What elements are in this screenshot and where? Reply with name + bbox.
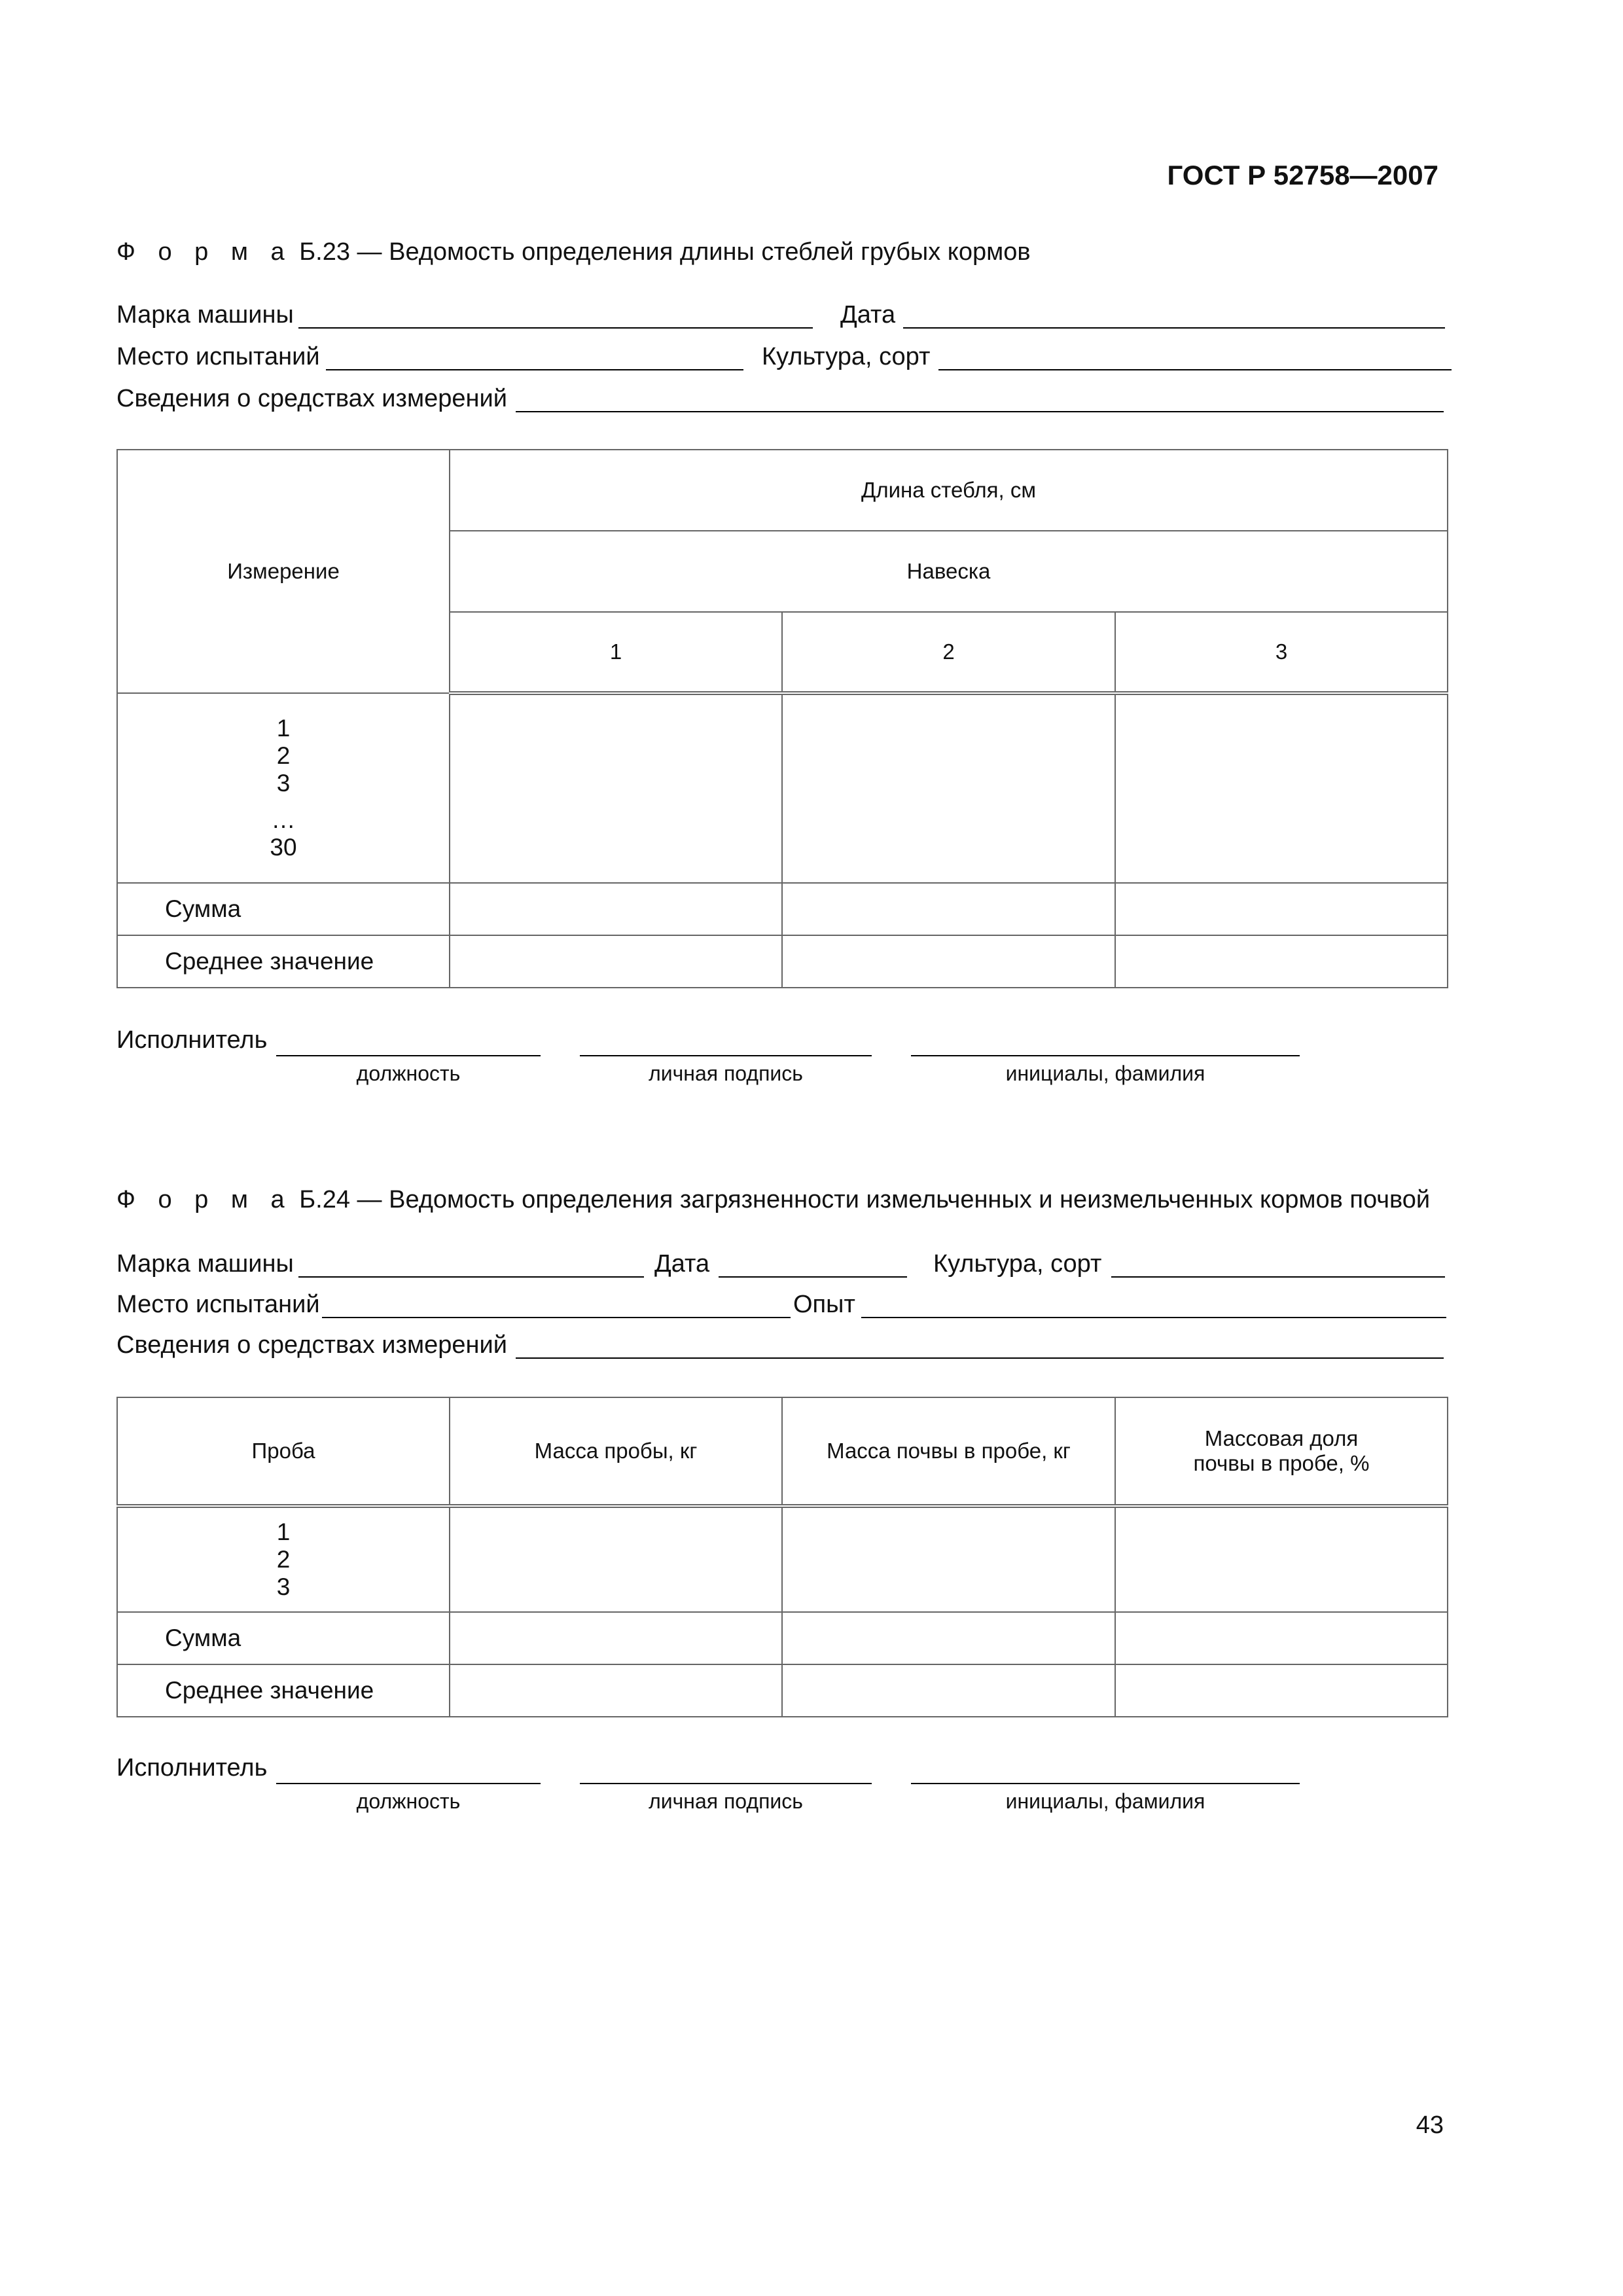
row-mean-label: Среднее значение xyxy=(117,935,450,988)
instruments-label: Сведения о средствах измерений xyxy=(116,1331,507,1359)
sample-number-1: 1 xyxy=(450,612,782,693)
value-cell[interactable] xyxy=(1115,693,1448,883)
value-cell[interactable] xyxy=(450,1506,782,1612)
form-24-title-text: Б.24 — Ведомость определения загрязненности измельченных и неизмельченных кормов почвой xyxy=(299,1186,1431,1213)
sum-cell[interactable] xyxy=(450,883,782,935)
mean-cell[interactable] xyxy=(450,1664,782,1717)
instruments-label: Сведения о средствах измерений xyxy=(116,385,507,412)
date-field[interactable] xyxy=(719,1250,907,1278)
machine-label: Марка машины xyxy=(116,301,294,329)
crop-label: Культура, сорт xyxy=(762,343,931,370)
col-measure-header: Измерение xyxy=(117,450,450,693)
name-caption: инициалы, фамилия xyxy=(1005,1062,1205,1085)
crop-label: Культура, сорт xyxy=(933,1250,1102,1278)
form-24-title xyxy=(116,1186,1430,1214)
value-cell[interactable] xyxy=(450,693,782,883)
col-sample-header: Навеска xyxy=(450,531,1448,612)
document-code: ГОСТ Р 52758—2007 xyxy=(1167,160,1438,190)
date-label: Дата xyxy=(654,1250,710,1278)
sample-number: 3 xyxy=(276,1573,291,1600)
mean-cell[interactable] xyxy=(1115,935,1448,988)
name-signature-line[interactable] xyxy=(911,1029,1300,1056)
form-23-word: Ф о р м а xyxy=(116,238,293,266)
measure-number: 2 xyxy=(276,742,291,769)
measure-number: 1 xyxy=(276,715,291,742)
position-caption: должность xyxy=(356,1789,461,1813)
personal-signature-line[interactable] xyxy=(580,1029,872,1056)
position-signature-line[interactable] xyxy=(276,1029,541,1056)
sample-number: 1 xyxy=(276,1518,291,1545)
machine-field[interactable] xyxy=(298,1250,644,1278)
name-caption: инициалы, фамилия xyxy=(1005,1789,1205,1813)
col-soil-mass-header: Масса почвы в пробе, кг xyxy=(782,1397,1115,1506)
instruments-field[interactable] xyxy=(516,385,1444,412)
form-24-word: Ф о р м а xyxy=(116,1186,293,1213)
form-23-row-place-crop xyxy=(116,343,1452,376)
mean-cell[interactable] xyxy=(450,935,782,988)
soil-share-header-line: Массовая доля xyxy=(1204,1426,1359,1450)
sum-cell[interactable] xyxy=(782,883,1115,935)
sample-number-2: 2 xyxy=(782,612,1115,693)
measure-numbers-cell xyxy=(117,693,450,883)
measure-number: 3 xyxy=(276,770,291,797)
col-length-header: Длина стебля, см xyxy=(450,450,1448,531)
experiment-label: Опыт xyxy=(793,1291,855,1318)
col-mass-header: Масса пробы, кг xyxy=(450,1397,782,1506)
form-23-row-instruments xyxy=(116,385,1452,418)
form-24-row-place-experiment xyxy=(116,1291,1452,1323)
crop-field[interactable] xyxy=(938,343,1452,370)
sample-number: 2 xyxy=(276,1546,291,1573)
executor-label: Исполнитель xyxy=(116,1026,268,1054)
position-signature-line[interactable] xyxy=(276,1757,541,1784)
sum-cell[interactable] xyxy=(1115,1612,1448,1664)
sum-cell[interactable] xyxy=(450,1612,782,1664)
form-24-row-instruments xyxy=(116,1331,1452,1364)
sample-numbers-cell xyxy=(117,1506,450,1612)
place-label: Место испытаний xyxy=(116,1291,320,1318)
measure-number: 30 xyxy=(270,834,297,861)
row-sum-label: Сумма xyxy=(117,1612,450,1664)
form-23-title xyxy=(116,238,1031,266)
value-cell[interactable] xyxy=(782,1506,1115,1612)
signature-caption: личная подпись xyxy=(649,1789,803,1813)
row-mean-label: Среднее значение xyxy=(117,1664,450,1717)
form-23-title-text: Б.23 — Ведомость определения длины стеблей грубых кормов xyxy=(299,238,1031,266)
page-number: 43 xyxy=(1416,2111,1444,2139)
sum-cell[interactable] xyxy=(1115,883,1448,935)
mean-cell[interactable] xyxy=(1115,1664,1448,1717)
crop-field[interactable] xyxy=(1111,1250,1445,1278)
col-sample-header: Проба xyxy=(117,1397,450,1506)
form-23-table xyxy=(116,449,1448,988)
signature-caption: личная подпись xyxy=(649,1062,803,1085)
row-sum-label: Сумма xyxy=(117,883,450,935)
place-field[interactable] xyxy=(322,1291,791,1318)
executor-label: Исполнитель xyxy=(116,1754,268,1782)
mean-cell[interactable] xyxy=(782,935,1115,988)
machine-field[interactable] xyxy=(298,301,813,329)
experiment-field[interactable] xyxy=(861,1291,1446,1318)
sample-number-3: 3 xyxy=(1115,612,1448,693)
mean-cell[interactable] xyxy=(782,1664,1115,1717)
form-23-row-machine-date xyxy=(116,301,1452,334)
measure-number: … xyxy=(271,806,296,833)
instruments-field[interactable] xyxy=(516,1331,1444,1359)
col-soil-share-header xyxy=(1115,1397,1448,1506)
place-label: Место испытаний xyxy=(116,343,320,370)
place-field[interactable] xyxy=(326,343,743,370)
soil-share-header-line: почвы в пробе, % xyxy=(1193,1451,1370,1475)
machine-label: Марка машины xyxy=(116,1250,294,1278)
name-signature-line[interactable] xyxy=(911,1757,1300,1784)
value-cell[interactable] xyxy=(1115,1506,1448,1612)
value-cell[interactable] xyxy=(782,693,1115,883)
form-24-row-machine-date-crop xyxy=(116,1250,1452,1283)
sum-cell[interactable] xyxy=(782,1612,1115,1664)
form-24-table xyxy=(116,1397,1448,1717)
personal-signature-line[interactable] xyxy=(580,1757,872,1784)
date-label: Дата xyxy=(840,301,896,329)
position-caption: должность xyxy=(356,1062,461,1085)
date-field[interactable] xyxy=(903,301,1445,329)
